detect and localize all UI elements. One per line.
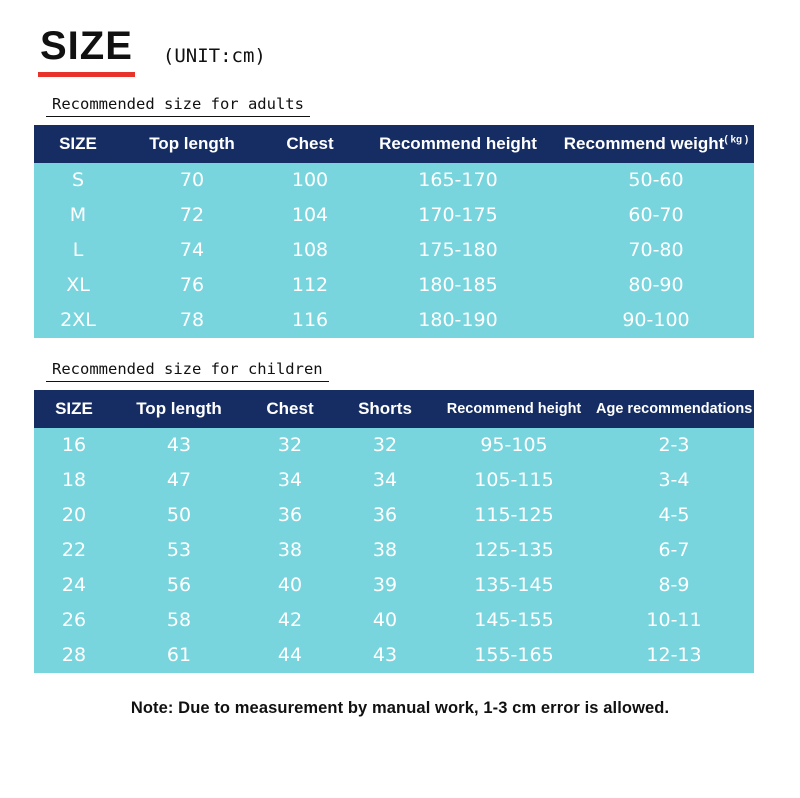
cell-shorts: 38: [336, 533, 434, 568]
children-size-table: [34, 390, 754, 673]
cell-height: 135-145: [434, 568, 594, 603]
cell-chest: 38: [244, 533, 336, 568]
unit-label: (UNIT:cm): [162, 45, 266, 67]
children-caption: Recommended size for children: [46, 360, 329, 382]
cell-chest: 112: [262, 268, 358, 303]
cell-chest: 116: [262, 303, 358, 338]
cell-size: M: [34, 198, 122, 233]
table-row: [34, 463, 754, 498]
measurement-note: Note: Due to measurement by manual work, 1-3 cm error is allowed.: [130, 699, 670, 717]
cell-size: 24: [34, 568, 114, 603]
cell-age: 10-11: [594, 603, 754, 638]
cell-height: 145-155: [434, 603, 594, 638]
cell-height: 105-115: [434, 463, 594, 498]
cell-height: 95-105: [434, 428, 594, 463]
cell-age: 6-7: [594, 533, 754, 568]
cell-height: 155-165: [434, 638, 594, 673]
cell-shorts: 36: [336, 498, 434, 533]
adults-table-body: [34, 163, 754, 338]
cell-top-length: 74: [122, 233, 262, 268]
cell-chest: 44: [244, 638, 336, 673]
cell-shorts: 43: [336, 638, 434, 673]
column-header-recommend-weight-label: Recommend weight: [563, 134, 725, 153]
cell-top-length: 72: [122, 198, 262, 233]
adults-table-head: [34, 125, 754, 163]
cell-chest: 42: [244, 603, 336, 638]
cell-size: 22: [34, 533, 114, 568]
column-header-top-length: Top length: [122, 125, 262, 163]
cell-height: 170-175: [358, 198, 558, 233]
cell-size: L: [34, 233, 122, 268]
cell-top-length: 56: [114, 568, 244, 603]
table-row: [34, 603, 754, 638]
cell-top-length: 47: [114, 463, 244, 498]
column-header-recommend-height: Recommend height: [358, 125, 558, 163]
cell-height: 175-180: [358, 233, 558, 268]
column-header-top-length: Top length: [114, 390, 244, 428]
adults-caption-row: [34, 95, 766, 117]
cell-height: 180-190: [358, 303, 558, 338]
children-table-body: [34, 428, 754, 673]
title-block: [38, 26, 135, 77]
column-header-recommend-weight: [558, 125, 754, 163]
cell-chest: 104: [262, 198, 358, 233]
cell-top-length: 50: [114, 498, 244, 533]
cell-shorts: 34: [336, 463, 434, 498]
children-caption-row: [34, 360, 766, 382]
table-row: [34, 163, 754, 198]
cell-height: 165-170: [358, 163, 558, 198]
cell-weight: 50-60: [558, 163, 754, 198]
cell-size: 28: [34, 638, 114, 673]
children-table-head: [34, 390, 754, 428]
column-header-recommend-height: Recommend height: [434, 390, 594, 428]
table-row: [34, 533, 754, 568]
cell-height: 180-185: [358, 268, 558, 303]
table-header-row: [34, 125, 754, 163]
table-row: [34, 268, 754, 303]
cell-top-length: 43: [114, 428, 244, 463]
page-title: SIZE: [40, 24, 133, 68]
cell-height: 125-135: [434, 533, 594, 568]
cell-chest: 108: [262, 233, 358, 268]
table-header-row: [34, 390, 754, 428]
cell-weight: 70-80: [558, 233, 754, 268]
cell-chest: 32: [244, 428, 336, 463]
table-row: [34, 198, 754, 233]
cell-shorts: 40: [336, 603, 434, 638]
column-header-shorts: Shorts: [336, 390, 434, 428]
table-row: [34, 303, 754, 338]
cell-shorts: 39: [336, 568, 434, 603]
column-header-chest: Chest: [244, 390, 336, 428]
table-row: [34, 638, 754, 673]
cell-size: 2XL: [34, 303, 122, 338]
table-row: [34, 428, 754, 463]
cell-size: 20: [34, 498, 114, 533]
cell-top-length: 53: [114, 533, 244, 568]
cell-age: 8-9: [594, 568, 754, 603]
cell-size: 16: [34, 428, 114, 463]
cell-chest: 100: [262, 163, 358, 198]
column-header-age-recommendations: Age recommendations: [594, 390, 754, 428]
cell-size: 18: [34, 463, 114, 498]
cell-top-length: 61: [114, 638, 244, 673]
cell-shorts: 32: [336, 428, 434, 463]
cell-top-length: 76: [122, 268, 262, 303]
cell-chest: 40: [244, 568, 336, 603]
table-row: [34, 233, 754, 268]
cell-age: 2-3: [594, 428, 754, 463]
table-row: [34, 498, 754, 533]
page-header: [34, 26, 766, 77]
cell-age: 4-5: [594, 498, 754, 533]
cell-size: S: [34, 163, 122, 198]
cell-weight: 90-100: [558, 303, 754, 338]
cell-chest: 36: [244, 498, 336, 533]
weight-unit-superscript: ( kg ): [724, 134, 749, 146]
cell-age: 12-13: [594, 638, 754, 673]
column-header-size: SIZE: [34, 125, 122, 163]
cell-chest: 34: [244, 463, 336, 498]
cell-age: 3-4: [594, 463, 754, 498]
adults-caption: Recommended size for adults: [46, 95, 310, 117]
cell-weight: 80-90: [558, 268, 754, 303]
cell-top-length: 78: [122, 303, 262, 338]
title-underline: [38, 72, 135, 77]
table-row: [34, 568, 754, 603]
cell-top-length: 58: [114, 603, 244, 638]
column-header-chest: Chest: [262, 125, 358, 163]
cell-size: XL: [34, 268, 122, 303]
adults-size-table: [34, 125, 754, 338]
column-header-size: SIZE: [34, 390, 114, 428]
cell-size: 26: [34, 603, 114, 638]
cell-weight: 60-70: [558, 198, 754, 233]
cell-height: 115-125: [434, 498, 594, 533]
cell-top-length: 70: [122, 163, 262, 198]
